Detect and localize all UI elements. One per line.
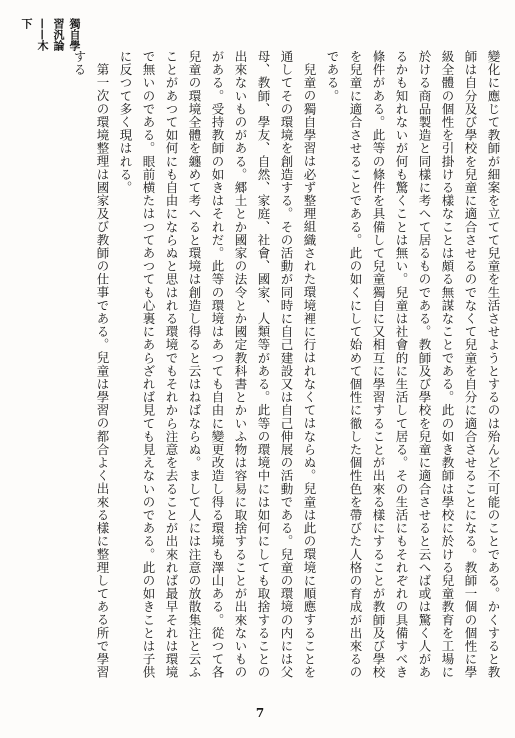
paragraph-1: 變化に應じて教師が細案を立てて兒童を生活させようとするのは殆んど不可能のことである。かくすると教師は自分及び學校を兒童に適合させるのでなくて兒童を自分に適合させることになる。教師一個の個性に學級全體の個性を引掛ける樣なことは頗る無謀なことである。此の如き教師は學校に於ける兒童教育を工場に於ける商品製造と同樣に考へて居るものである。教師及び學校を兒童に適合させると云へば或は驚く人があるかも知れないが何も驚くことは無い。兒童は社會的に生活して居る。その生活にもそれぞれの具備すべき條件がある。此等の條件を具備して兒童獨自に又相互に學習することが出來る樣にすることが教師及び學校を兒童に適合させることである。此の如くにして始めて個性に徹した個性色を帶びた人格の育成が出來るのである。 bbox=[325, 50, 501, 679]
running-header-title: 獨自學習汎論——木下 bbox=[20, 18, 81, 51]
paragraph-3: 第一次の環境整理は國家及び教師の仕事である。兒童は學習の都合よく出來る樣に整理してある所で學習する bbox=[72, 50, 110, 679]
main-text-block bbox=[60, 50, 505, 690]
paragraph-2: 兒童の獨自學習は必ず整理組織された環境裡に行はれなくてはならぬ。兒童は此の環境に順應することを通してその環境を創造する。その活動が同時に自己建設又は自己伸展の活動である。兒童の環境の内には父母、教師、學友、自然、家庭、社會、國家、人類等がある。此等の環境中には如何にしても取捨することの出來ないものがある。郷土とか國家の法令とか國定教科書とかいふ物は容易に取捨することが出來ないものがある。受持教師の如きはそれだ。此等の環境はあつても自由に變更改造し得る環境も澤山ある。從つて各兒童の環境全體を纏めて考へると環境は創造し得ると云はねばならぬ。まして人には注意の放散集注と云ふことがあつて如何にも自由にならぬと思はれる環境でもそれから注意を去ることが出來れば最早それは環境で無いのである。眼前横たはつてあつても心裏にあらざれば見ても見えないのである。此の如きことは子供に反つて多く現はれる。 bbox=[118, 50, 317, 679]
page-number: 7 bbox=[255, 706, 265, 720]
